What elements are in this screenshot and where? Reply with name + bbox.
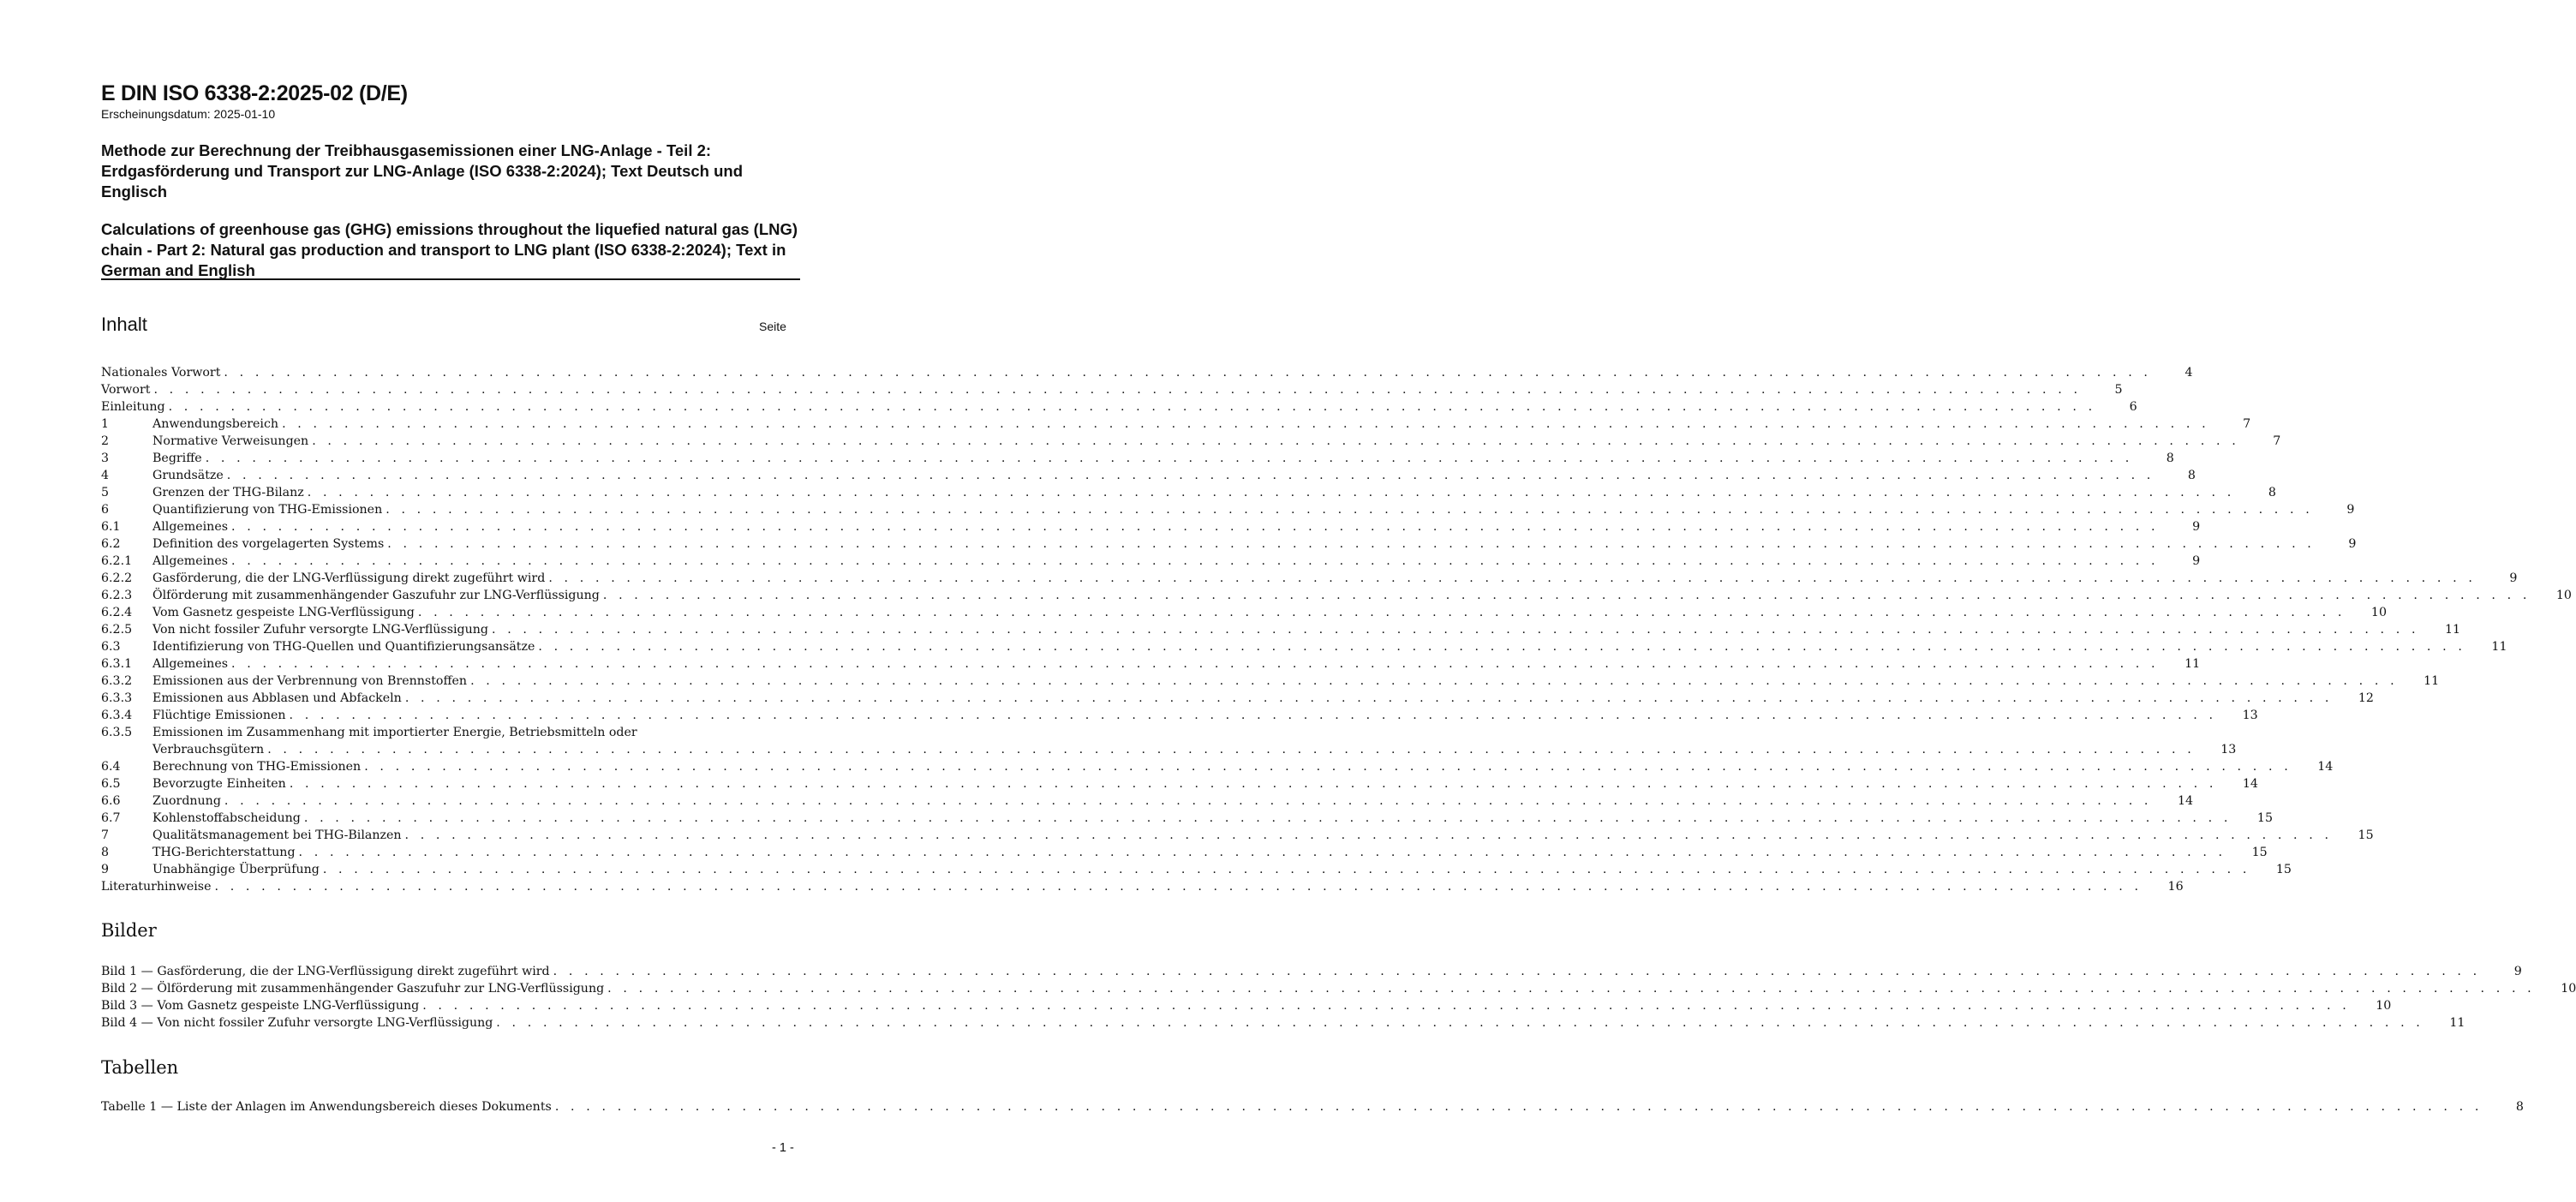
toc-entry-label: Literaturhinweise [101, 880, 212, 894]
dot-leader [496, 1014, 2424, 1032]
toc-entry-label-wrap [152, 775, 2220, 792]
toc-entry[interactable] [101, 724, 2237, 758]
toc-entry[interactable] [101, 587, 2572, 604]
dot-leader [282, 416, 2209, 433]
toc-entry-label: Allgemeines [152, 657, 228, 671]
dot-leader [224, 792, 2152, 810]
toc-entry-page: 8 [2268, 486, 2276, 499]
dot-leader [299, 844, 2226, 861]
toc-entry-number: 6.3.5 [101, 726, 133, 739]
toc-entry-page: 9 [2192, 554, 2201, 568]
tables-heading: Tabellen [101, 1057, 179, 1078]
dot-leader [312, 433, 2239, 450]
toc-entry-number: 7 [101, 828, 110, 842]
toc-entry-number: 6 [101, 503, 110, 517]
toc-entry-page: 9 [2346, 503, 2355, 517]
toc-entry-number: 6.2.3 [101, 589, 133, 602]
figure-entry-page: 11 [2449, 1016, 2465, 1030]
toc-entry[interactable] [101, 810, 2273, 827]
toc-entry-label: Berechnung von THG-Emissionen [152, 760, 362, 774]
toc-entry-page: 7 [2273, 434, 2281, 448]
toc-entry-label: Kohlenstoffabscheidung [152, 811, 301, 825]
toc-entry-page: 9 [2509, 571, 2518, 585]
dot-leader [231, 655, 2159, 673]
dot-leader [227, 467, 2155, 484]
toc-entry-page: 15 [2275, 863, 2292, 876]
figure-entry[interactable] [101, 997, 2392, 1014]
toc-entry-label: Emissionen aus der Verbrennung von Brennstoffen [152, 674, 468, 688]
toc-entry-label: Flüchtige Emissionen [152, 709, 286, 722]
table-entry[interactable] [101, 1098, 2524, 1115]
toc-entry[interactable] [101, 518, 2201, 535]
toc-entry-page: 14 [2177, 794, 2194, 808]
toc-entry-page: 9 [2192, 520, 2201, 534]
toc-entry-label-wrap [152, 861, 2254, 878]
toc-entry-label: Emissionen im Zusammenhang mit importierter Energie, Betriebsmitteln oder [152, 726, 637, 739]
toc-entry-label-wrap [152, 655, 2162, 673]
figure-entry-label: Bild 1 — Gasförderung, die der LNG-Verflüssigung direkt zugeführt wird [101, 965, 550, 978]
dot-leader [418, 604, 2346, 621]
toc-entry-label: Vom Gasnetz gespeiste LNG-Verflüssigung [152, 606, 415, 619]
figure-entry-label-wrap [101, 1014, 2427, 1032]
toc-entry-label: Emissionen aus Abblasen und Abfackeln [152, 691, 402, 705]
figure-entry-label-wrap [101, 963, 2484, 980]
dot-leader [492, 621, 2419, 638]
toc-entry[interactable] [101, 621, 2461, 638]
figure-entry[interactable] [101, 1014, 2465, 1032]
toc-entry-label: Quantifizierung von THG-Emissionen [152, 503, 383, 517]
toc-entry-label-wrap [152, 810, 2235, 827]
toc-entry-page: 10 [2370, 606, 2387, 619]
toc-entry[interactable] [101, 690, 2374, 707]
toc-entry-label-wrap [152, 467, 2158, 484]
figure-entry-label: Bild 2 — Ölförderung mit zusammenhängender Gaszufuhr zur LNG-Verflüssigung [101, 982, 605, 996]
dot-leader [364, 758, 2292, 775]
toc-entry-label: Definition des vorgelagerten Systems [152, 537, 385, 551]
toc-entry-label-wrap [152, 570, 2479, 587]
toc-entry-label: Normative Verweisungen [152, 434, 309, 448]
dot-leader [553, 963, 2481, 980]
dot-leader [555, 1098, 2483, 1115]
toc-entry-label: Allgemeines [152, 554, 228, 568]
toc-entry-label: Allgemeines [152, 520, 228, 534]
dot-leader [607, 980, 2535, 997]
toc-entry-page: 14 [2317, 760, 2334, 774]
dot-leader [548, 570, 2476, 587]
dot-leader [538, 638, 2465, 655]
toc-entry-label: Begriffe [152, 451, 202, 465]
toc-entry-label: THG-Berichterstattung [152, 846, 296, 859]
toc-entry-label: Einleitung [101, 400, 165, 414]
toc-entry-label-wrap [152, 792, 2155, 810]
toc-entry-page: 13 [2242, 709, 2258, 722]
toc-entry-page: 11 [2491, 640, 2507, 654]
dot-leader [404, 827, 2332, 844]
toc-entry-page: 11 [2185, 657, 2201, 671]
dot-leader [308, 484, 2235, 501]
toc-entry[interactable] [101, 638, 2507, 655]
toc-entry-page: 12 [2358, 691, 2374, 705]
title-rule [101, 278, 800, 280]
toc-entry-page: 7 [2243, 417, 2251, 431]
dot-leader [214, 878, 2142, 895]
toc-entry-label: Zuordnung [152, 794, 221, 808]
publication-date: Erscheinungsdatum: 2025-01-10 [101, 107, 276, 121]
toc-entry-label-wrap [101, 398, 2100, 416]
toc-heading: Inhalt [101, 314, 147, 335]
toc-entry[interactable] [101, 450, 2174, 467]
toc-entry-label-wrap [101, 364, 2155, 381]
dot-leader [422, 997, 2350, 1014]
toc-entry-label: Nationales Vorwort [101, 366, 221, 380]
toc-entry-label: Anwendungsbereich [152, 417, 279, 431]
toc-entry-number: 6.7 [101, 811, 121, 825]
toc-entry-number: 6.4 [101, 760, 121, 774]
figure-entry[interactable] [101, 963, 2522, 980]
toc-entry-label-wrap [152, 416, 2213, 433]
toc-entry-number: 6.3.2 [101, 674, 133, 688]
toc-entry-label-wrap [152, 518, 2162, 535]
toc-entry-label: Bevorzugte Einheiten [152, 777, 286, 791]
toc-entry[interactable] [101, 758, 2334, 775]
toc-entry[interactable] [101, 501, 2355, 518]
toc-entry[interactable] [101, 673, 2440, 690]
figure-entry[interactable] [101, 980, 2576, 997]
toc-entry-label: Unabhängige Überprüfung [152, 863, 320, 876]
dot-leader [231, 518, 2159, 535]
toc-entry-label-wrap [152, 433, 2243, 450]
dot-leader [323, 861, 2250, 878]
toc-entry-number: 6.3 [101, 640, 121, 654]
toc-entry-number: 5 [101, 486, 110, 499]
dot-leader [153, 381, 2081, 398]
toc-entry-label-wrap [152, 827, 2336, 844]
figure-entry-page: 10 [2376, 999, 2392, 1013]
dot-leader [470, 673, 2398, 690]
toc-entry-number: 6.2.2 [101, 571, 133, 585]
figure-entry-label-wrap [101, 980, 2538, 997]
toc-entry[interactable] [101, 416, 2251, 433]
toc-entry[interactable] [101, 433, 2281, 450]
toc-entry-page: 13 [2220, 743, 2237, 756]
toc-entry-label-line2: Verbrauchsgütern [152, 743, 265, 756]
toc-entry-number: 3 [101, 451, 110, 465]
toc-entry[interactable] [101, 535, 2357, 553]
toc-entry[interactable] [101, 827, 2374, 844]
toc-entry[interactable] [101, 570, 2518, 587]
toc-entry-page: 5 [2114, 383, 2123, 397]
tables-list [101, 1098, 2524, 1115]
toc-entry-page: 11 [2424, 674, 2440, 688]
toc-entry-number: 6.3.3 [101, 691, 133, 705]
title-german: Methode zur Berechnung der Treibhausgasemissionen einer LNG-Anlage - Teil 2: Erdgasförderung und Transport zur LNG-Anlage (ISO 6338-2:2024); Text Deutsch und Englisch [101, 141, 744, 200]
toc-entry-page: 11 [2445, 623, 2461, 637]
toc-entry[interactable] [101, 878, 2184, 895]
toc-entry-page: 15 [2256, 811, 2273, 825]
toc-entry-number: 6.2.4 [101, 606, 133, 619]
toc-entry-number: 6.3.4 [101, 709, 133, 722]
figure-entry-label: Bild 4 — Von nicht fossiler Zufuhr versorgte LNG-Verflüssigung [101, 1016, 493, 1030]
toc-entry[interactable] [101, 381, 2123, 398]
toc-page-heading: Seite [759, 320, 786, 333]
toc-entry[interactable] [101, 655, 2201, 673]
toc-entry-page: 15 [2251, 846, 2268, 859]
toc-entry-label-wrap [152, 484, 2238, 501]
toc-entry-label-wrap [152, 587, 2534, 604]
toc-entry-label: Qualitätsmanagement bei THG-Bilanzen [152, 828, 402, 842]
toc-entry-label-wrap [152, 638, 2469, 655]
toc-entry-page: 10 [2555, 589, 2572, 602]
toc-entry-label: Vorwort [101, 383, 151, 397]
dot-leader [290, 775, 2217, 792]
figures-list [101, 963, 2576, 1032]
toc-entry-number: 6.5 [101, 777, 121, 791]
figure-entry-page: 9 [2513, 965, 2522, 978]
dot-leader [290, 707, 2217, 724]
toc-entry-label-wrap [152, 707, 2220, 724]
toc-entry-page: 16 [2167, 880, 2184, 894]
toc-entry-label: Grenzen der THG-Bilanz [152, 486, 304, 499]
toc-entry-label: Von nicht fossiler Zufuhr versorgte LNG-Verflüssigung [152, 623, 488, 637]
table-entry-label: Tabelle 1 — Liste der Anlagen im Anwendungsbereich dieses Dokuments [101, 1100, 552, 1114]
toc-entry[interactable] [101, 364, 2193, 381]
toc-entry-label-wrap [152, 450, 2137, 467]
toc-entry-page: 8 [2187, 469, 2196, 482]
dot-leader [224, 364, 2151, 381]
table-entry-label-wrap [101, 1098, 2486, 1115]
toc-entry-label-wrap [101, 878, 2146, 895]
toc-entry-label-block [152, 724, 2198, 758]
toc-entry-label: Grundsätze [152, 469, 224, 482]
toc-entry-number: 9 [101, 863, 110, 876]
toc-entry[interactable] [101, 467, 2196, 484]
toc-entry-page: 6 [2129, 400, 2137, 414]
toc-entry[interactable] [101, 775, 2258, 792]
toc-entry-label: Ölförderung mit zusammenhängender Gaszufuhr zur LNG-Verflüssigung [152, 589, 600, 602]
toc-entry-page: 15 [2358, 828, 2374, 842]
toc-entry-page: 4 [2185, 366, 2193, 380]
title-english: Calculations of greenhouse gas (GHG) emissions throughout the liquefied natural gas (LNG) chain - Part 2: Natural gas production and transport to LNG plant (ISO 6338-2:2024); Text in German and English [101, 220, 798, 279]
toc-entry[interactable] [101, 844, 2268, 861]
toc-entry-number: 6.6 [101, 794, 121, 808]
toc-entry-number: 2 [101, 434, 110, 448]
toc-entry[interactable] [101, 484, 2276, 501]
figures-heading: Bilder [101, 920, 157, 941]
toc-entry-page: 8 [2166, 451, 2174, 465]
dot-leader [603, 587, 2531, 604]
dot-leader [304, 810, 2232, 827]
table-entry-page: 8 [2515, 1100, 2524, 1114]
toc-entry-number: 6.2.5 [101, 623, 133, 637]
figure-entry-page: 10 [2561, 982, 2576, 996]
document-id: E DIN ISO 6338-2:2025-02 (D/E) [101, 81, 408, 105]
toc-entry-label-wrap [152, 535, 2318, 553]
toc-entry-label-wrap [152, 501, 2316, 518]
dot-leader [267, 741, 2195, 758]
dot-leader [405, 690, 2333, 707]
toc-entry-number: 6.3.1 [101, 657, 133, 671]
toc-entry-label-wrap [152, 844, 2230, 861]
toc-entry[interactable] [101, 398, 2137, 416]
toc-entry-label-wrap [152, 690, 2336, 707]
toc-entry-label-wrap [152, 621, 2423, 638]
dot-leader [387, 535, 2315, 553]
dot-leader [386, 501, 2313, 518]
toc-entry-number: 6.1 [101, 520, 121, 534]
toc-entry-label-wrap [152, 553, 2162, 570]
toc-entry-label-wrap [101, 381, 2085, 398]
dot-leader [206, 450, 2133, 467]
toc-entry-number: 8 [101, 846, 110, 859]
figure-entry-label-wrap [101, 997, 2353, 1014]
page-number: - 1 - [772, 1141, 794, 1155]
toc-entry-number: 4 [101, 469, 110, 482]
toc-list [101, 364, 2572, 895]
toc-entry-page: 14 [2242, 777, 2258, 791]
toc-entry-label-continuation [152, 741, 2198, 758]
toc-entry-label: Gasförderung, die der LNG-Verflüssigung direkt zugeführt wird [152, 571, 546, 585]
toc-entry[interactable] [101, 861, 2292, 878]
toc-entry[interactable] [101, 707, 2258, 724]
dot-leader [169, 398, 2096, 416]
toc-entry[interactable] [101, 604, 2387, 621]
toc-entry-number: 1 [101, 417, 110, 431]
toc-entry-label-wrap [152, 673, 2401, 690]
toc-entry[interactable] [101, 792, 2194, 810]
toc-entry-label-wrap [152, 758, 2295, 775]
toc-entry-label-wrap [152, 604, 2349, 621]
dot-leader [231, 553, 2159, 570]
toc-entry-number: 6.2.1 [101, 554, 133, 568]
toc-entry-label: Identifizierung von THG-Quellen und Quantifizierungsansätze [152, 640, 535, 654]
figure-entry-label: Bild 3 — Vom Gasnetz gespeiste LNG-Verflüssigung [101, 999, 420, 1013]
toc-entry[interactable] [101, 553, 2201, 570]
toc-entry-number: 6.2 [101, 537, 121, 551]
toc-entry-page: 9 [2348, 537, 2357, 551]
